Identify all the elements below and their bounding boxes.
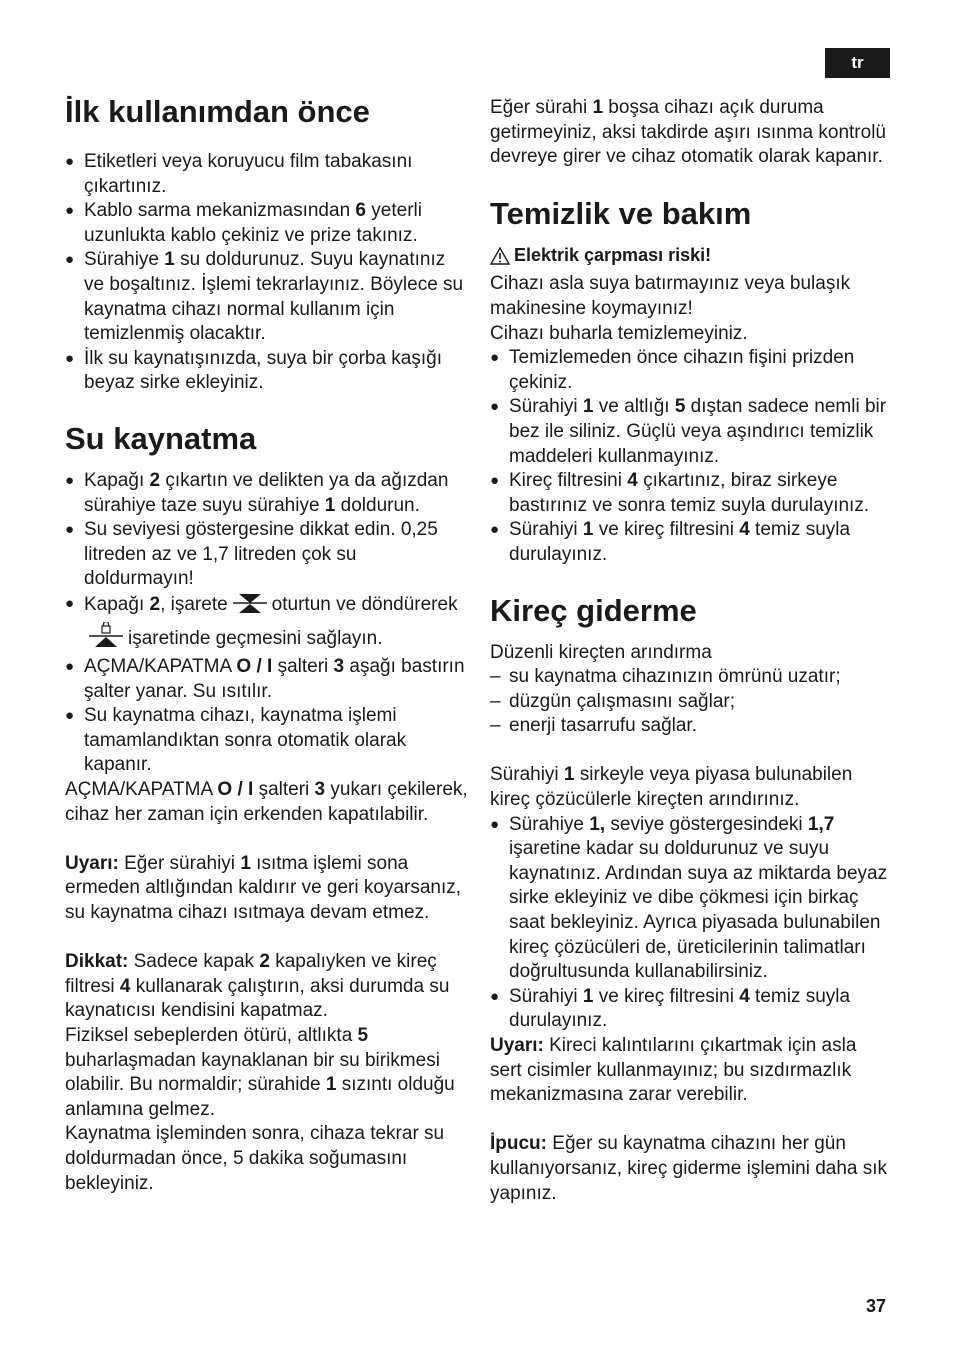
list-item: ● Sürahiye 1 su doldurunuz. Suyu kaynatınız ve boşaltınız. İşlemi tekrarlayınız. Böylece su kaynatma cihazı normal kullanım için temizlenmiş olacaktır. [65,248,470,346]
paragraph: Kaynatma işleminden sonra, cihaza tekrar su doldurmadan önce, 5 dakika soğumasını bekleyiniz. [65,1123,445,1194]
list-item: ● Kapağı 2 çıkartın ve delikten ya da ağızdan sürahiye taze suyu sürahiye 1 doldurun. [65,469,470,518]
list-item: ● Temizlemeden önce cihazın fişini prizden çekiniz. [490,346,890,395]
paragraph: Cihazı buharla temizlemeyiniz. [490,322,748,344]
warning-paragraph: Uyarı: Eğer sürahiyi 1 ısıtma işlemi sona ermeden altlığından kaldırır ve geri koyarsanız, su kaynatma cihazı ısıtmaya devam etmez. [65,852,462,924]
descaling-list [490,813,890,1034]
warning-paragraph: Uyarı: Kireci kalıntılarını çıkartmak için asla sert cisimler kullanmayınız; bu sızdırmazlık mekanizmasına zarar verebilir. [490,1035,857,1106]
paragraph: Fiziksel sebeplerden ötürü, altlıkta 5 buharlaşmadan kaynaklanan bir su birikmesi olabilir. Bu normaldir; sürahide 1 sızıntı olduğu anlamına gelmez. [65,1025,455,1120]
section-title-boiling: Su kaynatma [65,420,257,456]
left-column [65,96,470,1196]
list-item: ● İlk su kaynatışınızda, suya bir çorba kaşığı beyaz sirke ekleyiniz. [65,347,470,396]
paragraph: Düzenli kireçten arındırma [490,641,712,663]
list-item: ● Sürahiye 1, seviye göstergesindeki 1,7 işaretine kadar su doldurunuz ve suyu kaynatınız. Ardından suya az miktarda beyaz sirke ekleyiniz ve dibe çökmesi için birkaç saat bekleyiniz. Ayrıca piyasada bulunabilen kireç çözücüleri de, üreticilerinin talimatları doğrultusunda kullanabilirsiniz. [490,813,890,985]
electric-shock-warning: Elektrik çarpması riski! [490,243,890,273]
list-item: ● Kireç filtresini 4 çıkartınız, biraz sirkeye bastırınız ve sonra temiz suyla durulayınız. [490,469,890,518]
lock-marker-icon [87,622,125,656]
paragraph: AÇMA/KAPATMA O / I şalteri 3 yukarı çekilerek, cihaz her zaman için erkenden kapatılabilir. [65,779,468,825]
list-item: – su kaynatma cihazınızın ömrünü uzatır; [490,665,890,690]
list-item: – enerji tasarrufu sağlar. [490,714,890,739]
list-item: ● Kablo sarma mekanizmasından 6 yeterli uzunlukta kablo çekiniz ve prize takınız. [65,199,470,248]
list-item: ● Sürahiyi 1 ve kireç filtresini 4 temiz suyla durulayınız. [490,518,890,567]
list-item: ● Kapağı 2, işarete oturtun ve döndürerekişaretinde geçmesini sağlayın. [65,592,470,655]
list-item: ● Etiketleri veya koruyucu film tabakasını çıkartınız. [65,150,470,199]
list-item: ● AÇMA/KAPATMA O / I şalteri 3 aşağı bastırın şalter yanar. Su ısıtılır. [65,655,470,704]
cleaning-list [490,346,890,567]
section-title-cleaning: Temizlik ve bakım [490,195,752,231]
caution-paragraph: Dikkat: Sadece kapak 2 kapalıyken ve kireç filtresi 4 kullanarak çalıştırın, aksi durumda su kaynatıcısı kendisini kapatmaz. [65,951,450,1022]
boiling-list [65,469,470,778]
paragraph: Cihazı asla suya batırmayınız veya bulaşık makinesine koymayınız! [490,273,851,319]
list-item: – düzgün çalışmasını sağlar; [490,690,890,715]
warning-triangle-icon [490,247,510,273]
language-tab: tr [825,48,890,78]
paragraph: Eğer sürahi 1 boşsa cihazı açık duruma getirmeyiniz, aksi takdirde aşırı ısınma kontrolü devreye girer ve cihaz otomatik olarak kapanır. [490,97,886,168]
section-title-before-first-use: İlk kullanımdan önce [65,94,370,129]
before-use-list [65,150,470,396]
descaling-benefits-list [490,665,890,739]
align-marker-icon [231,592,269,622]
section-title-descaling: Kireç giderme [490,592,697,628]
paragraph: Sürahiyi 1 sirkeyle veya piyasa bulunabilen kireç çözücülerle kireçten arındırınız. [490,764,853,811]
right-column [490,96,890,1206]
list-item: ● Su kaynatma cihazı, kaynatma işlemi tamamlandıktan sonra otomatik olarak kapanır. [65,704,470,778]
tip-paragraph: İpucu: Eğer su kaynatma cihazını her gün kullanıyorsanız, kireç giderme işlemini daha sık yapınız. [490,1133,888,1204]
list-item: ● Su seviyesi göstergesine dikkat edin. 0,25 litreden az ve 1,7 litreden çok su doldurmayın! [65,518,470,592]
list-item: ● Sürahiyi 1 ve altlığı 5 dıştan sadece nemli bir bez ile siliniz. Güçlü veya aşındırıcı temizlik maddeleri kullanmayınız. [490,395,890,469]
page-number: 37 [866,1296,887,1316]
list-item: ● Sürahiyi 1 ve kireç filtresini 4 temiz suyla durulayınız. [490,985,890,1034]
